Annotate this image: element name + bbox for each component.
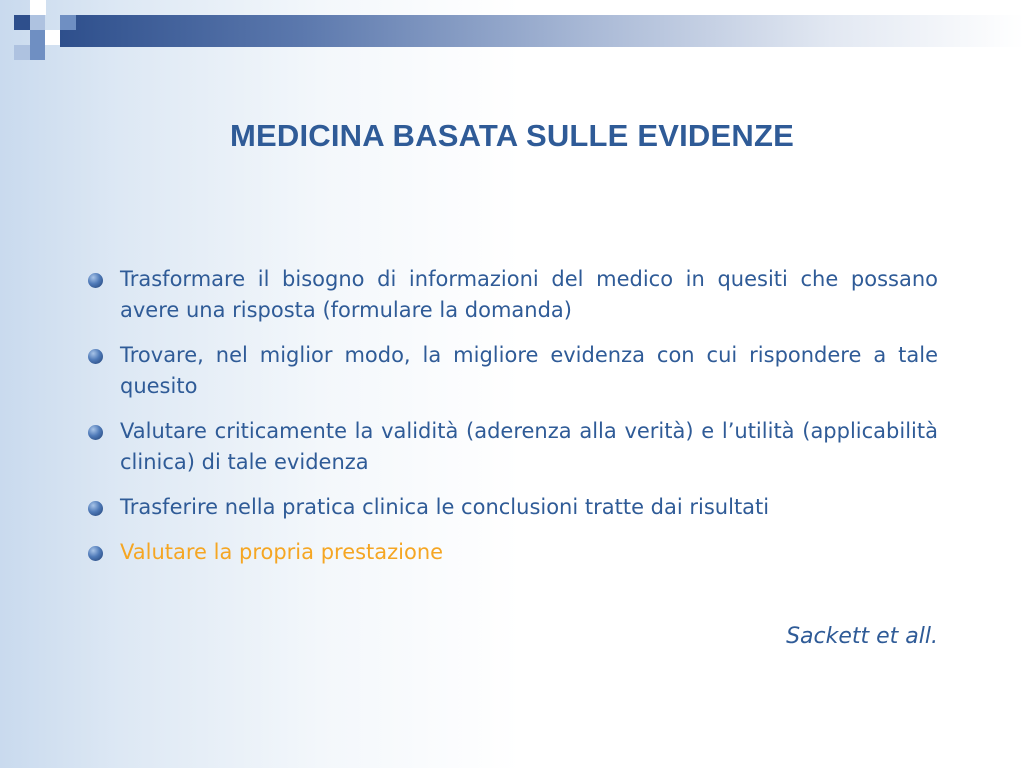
bullet-text: Trasformare il bisogno di informazioni del medico in quesiti che possano avere una risposta (formulare la domanda) <box>120 267 938 322</box>
citation: Sackett et all. <box>786 624 938 649</box>
bullet-item-highlighted <box>88 537 938 568</box>
sphere-bullet-icon <box>88 349 103 364</box>
bullet-item <box>88 264 938 326</box>
sphere-bullet-icon <box>88 501 103 516</box>
bullet-text: Trovare, nel miglior modo, la migliore evidenza con cui rispondere a tale quesito <box>120 343 938 398</box>
slide-title: MEDICINA BASATA SULLE EVIDENZE <box>229 118 794 153</box>
bullet-item <box>88 492 938 523</box>
bullet-item <box>88 416 938 478</box>
bullet-list <box>88 264 938 582</box>
bullet-text: Valutare criticamente la validità (aderenza alla verità) e l’utilità (applicabilità clinica) di tale evidenza <box>120 419 938 474</box>
sphere-bullet-icon <box>88 546 103 561</box>
bullet-text: Trasferire nella pratica clinica le conclusioni tratte dai risultati <box>120 495 770 519</box>
sphere-bullet-icon <box>88 273 103 288</box>
sphere-bullet-icon <box>88 425 103 440</box>
bullet-item <box>88 340 938 402</box>
header-gradient-bar <box>60 15 1024 47</box>
bullet-text: Valutare la propria prestazione <box>120 540 444 564</box>
